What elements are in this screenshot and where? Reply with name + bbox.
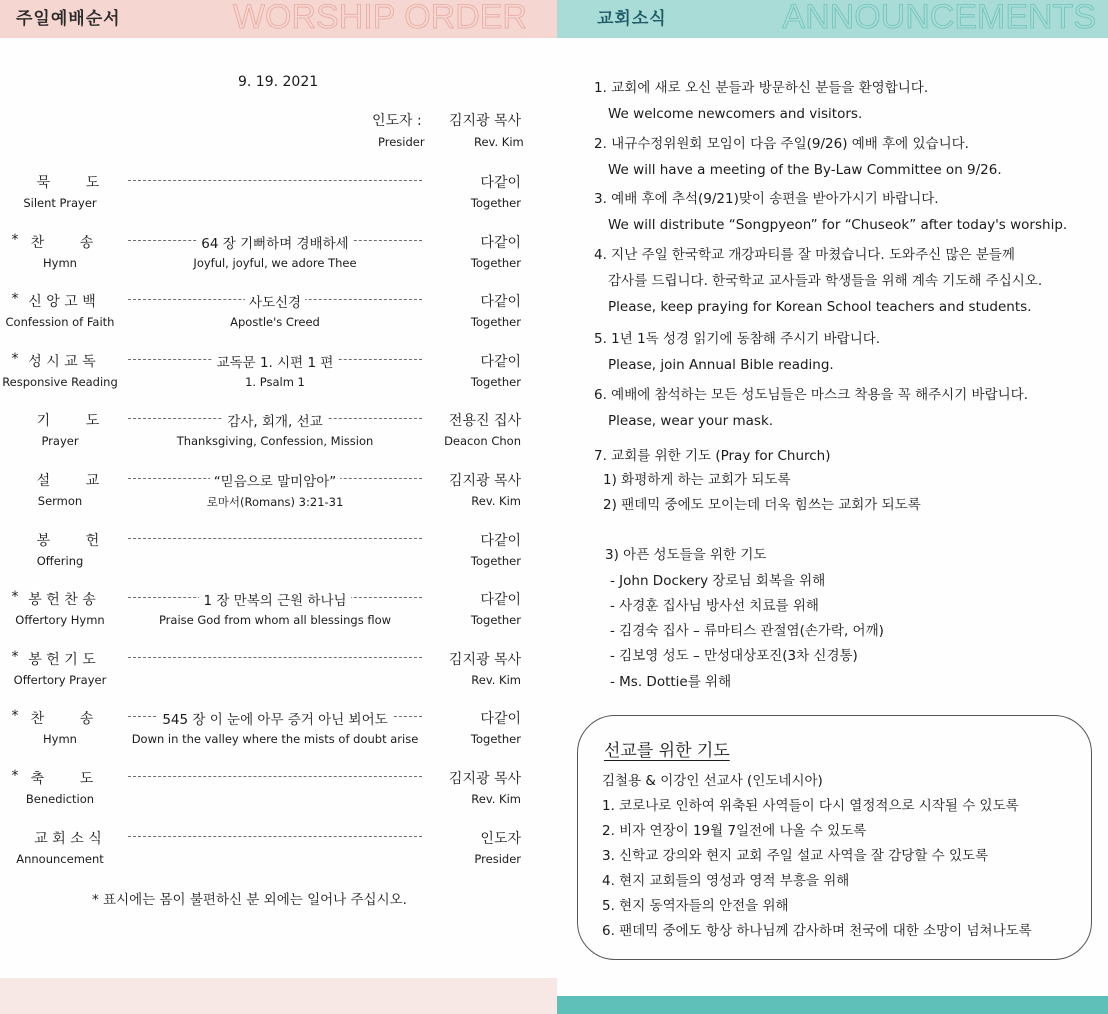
order-leader-ko: 다같이 (480, 711, 521, 727)
order-title-en: Offering (36, 554, 84, 568)
order-leader-ko: 다같이 (480, 533, 521, 549)
announcement-en: We welcome newcomers and visitors. (608, 106, 863, 122)
announcements-title-ko: 교회소식 (597, 9, 667, 29)
order-leader-ko: 다같이 (480, 294, 521, 310)
order-row (0, 291, 557, 341)
order-row (0, 708, 557, 758)
announcement-item (594, 242, 1042, 320)
worship-order-footer-band (0, 978, 557, 1014)
order-title-en: Prayer (41, 434, 79, 448)
order-leader-ko: 다같이 (480, 592, 521, 608)
order-leader-ko: 인도자 (480, 831, 521, 847)
order-leader-en: Together (470, 315, 521, 329)
announcement-item (594, 75, 928, 127)
sick-prayer-line: - 김경숙 집사 – 류마티스 관절염(손가락, 어깨) (610, 623, 884, 639)
announcement-item (594, 382, 1028, 434)
church-prayer-line: 1) 화평하게 하는 교회가 되도록 (603, 472, 791, 488)
order-content-ko: 사도신경 (245, 295, 305, 311)
order-leader-en: Rev. Kim (471, 494, 521, 508)
mission-prayer-line: 2. 비자 연장이 19월 7일전에 나올 수 있도록 (602, 823, 867, 839)
order-title-en: Offertory Prayer (13, 673, 107, 687)
order-title-en: Announcement (16, 852, 104, 866)
mission-prayer-box (577, 715, 1092, 960)
order-leader-ko: 전용진 집사 (448, 413, 521, 429)
stand-marker: * (11, 589, 19, 605)
order-leader-ko: 다같이 (480, 235, 521, 251)
stand-marker: * (11, 291, 19, 307)
order-title-en: Offertory Hymn (15, 613, 105, 627)
order-title-en: Responsive Reading (2, 375, 118, 389)
order-leader-en: Together (470, 196, 521, 210)
sick-prayer-title: 3) 아픈 성도들을 위한 기도 (605, 547, 767, 563)
worship-order-title-ko: 주일예배순서 (16, 9, 121, 29)
order-content-en: 1. Psalm 1 (245, 375, 305, 389)
presider-label-ko: 인도자 : (372, 113, 422, 129)
order-title-ko: 찬 송 (30, 235, 94, 251)
presider-name-en: Rev. Kim (474, 135, 524, 149)
order-content-ko: “믿음으로 말미암아” (210, 474, 341, 490)
order-title-ko: 봉 헌 기 도 (28, 652, 96, 668)
stand-marker: * (11, 232, 19, 248)
order-content-en: Thanksgiving, Confession, Mission (176, 434, 374, 448)
announcement-item (594, 131, 1002, 183)
announcement-ko: 2. 내규수정위원회 모임이 다음 주일(9/26) 예배 후에 있습니다. (594, 136, 969, 152)
order-title-ko: 성 시 교 독 (28, 354, 96, 370)
mission-prayer-subtitle: 김철용 & 이강인 선교사 (인도네시아) (602, 773, 823, 789)
stand-marker: * (11, 768, 19, 784)
order-content-en: Joyful, joyful, we adore Thee (193, 256, 357, 270)
announcements-footer-band (557, 996, 1108, 1014)
order-content-en: Praise God from whom all blessings flow (158, 613, 392, 627)
announcement-en: We will distribute “Songpyeon” for “Chuseok” after today's worship. (608, 217, 1068, 233)
order-content-ko: 감사, 회개, 선교 (223, 414, 326, 430)
order-title-ko: 봉 헌 (36, 533, 100, 549)
standing-note: * 표시에는 몸이 불편하신 분 외에는 일어나 주십시오. (92, 892, 407, 908)
order-title-en: Sermon (37, 494, 83, 508)
presider-label-en: Presider (378, 135, 425, 149)
announcements-title-en: ANNOUNCEMENTS (782, 0, 1096, 36)
order-leader-en: Together (470, 256, 521, 270)
order-content-en: Apostle's Creed (230, 315, 320, 329)
order-leader-ko: 다같이 (480, 354, 521, 370)
order-title-en: Confession of Faith (5, 315, 115, 329)
order-content-ko: 64 장 기뻐하며 경배하세 (197, 236, 352, 252)
announcement-ko: 4. 지난 주일 한국학교 개강파티를 잘 마쳤습니다. 도와주신 많은 분들께 (594, 247, 1015, 263)
announcement-ko: 1. 교회에 새로 오신 분들과 방문하신 분들을 환영합니다. (594, 80, 929, 96)
order-content-ko: 1 장 만복의 근원 하나님 (199, 593, 350, 609)
order-leader-en: Rev. Kim (471, 673, 521, 687)
church-prayer-line: 2) 팬데믹 중에도 모이는데 더욱 힘쓰는 교회가 되도록 (603, 497, 921, 513)
dashed-leader (128, 776, 422, 777)
order-leader-ko: 김지광 목사 (448, 771, 521, 787)
announcement-ko: 6. 예배에 참석하는 모든 성도님들은 마스크 착용을 꼭 해주시기 바랍니다. (594, 387, 1028, 403)
stand-marker: * (11, 708, 19, 724)
order-leader-en: Rev. Kim (471, 792, 521, 806)
sick-prayer-line: - John Dockery 장로님 회복을 위해 (610, 573, 826, 589)
announcements-header (557, 0, 1108, 38)
announcement-en: Please, join Annual Bible reading. (608, 357, 834, 373)
order-leader-en: Together (470, 732, 521, 746)
order-leader-en: Together (470, 613, 521, 627)
order-row (0, 172, 557, 222)
order-row (0, 470, 557, 520)
order-title-en: Hymn (43, 256, 77, 270)
order-leader-ko: 김지광 목사 (448, 652, 521, 668)
announcement-en: We will have a meeting of the By-Law Committee on 9/26. (608, 162, 1002, 178)
order-title-en: Silent Prayer (23, 196, 97, 210)
announcement-item (594, 326, 880, 378)
worship-order-title-en: WORSHIP ORDER (232, 0, 527, 36)
order-content-en: 로마서(Romans) 3:21-31 (206, 495, 344, 509)
sick-prayer-line: - Ms. Dottie를 위해 (610, 674, 732, 690)
order-leader-en: Deacon Chon (444, 434, 521, 448)
order-leader-ko: 김지광 목사 (448, 473, 521, 489)
announcement-ko-cont: 감사를 드립니다. 한국학교 교사들과 학생들을 위해 계속 기도해 주십시오. (608, 273, 1043, 289)
order-leader-en: Presider (474, 852, 521, 866)
order-title-en: Benediction (25, 792, 95, 806)
order-title-ko: 기 도 (36, 413, 100, 429)
order-title-ko: 설 교 (36, 473, 100, 489)
order-title-ko: 축 도 (30, 771, 94, 787)
order-row (0, 768, 557, 818)
order-title-ko: 묵 도 (36, 175, 100, 191)
order-row (0, 530, 557, 580)
dashed-leader (128, 657, 422, 658)
order-leader-en: Together (470, 375, 521, 389)
sick-prayer-line: - 사경훈 집사님 방사선 치료를 위해 (610, 598, 819, 614)
order-content-ko: 545 장 이 눈에 아무 증거 아닌 뵈어도 (158, 712, 391, 728)
order-title-en: Hymn (43, 732, 77, 746)
order-title-ko: 찬 송 (30, 711, 94, 727)
dashed-leader (128, 180, 422, 181)
dashed-leader (128, 836, 422, 837)
announcement-en: Please, wear your mask. (608, 413, 774, 429)
church-prayer-title: 7. 교회를 위한 기도 (Pray for Church) (594, 448, 831, 464)
order-title-ko: 봉 헌 찬 송 (28, 592, 96, 608)
order-leader-ko: 다같이 (480, 175, 521, 191)
order-title-ko: 교 회 소 식 (34, 831, 102, 847)
announcement-item (594, 186, 1067, 238)
mission-prayer-line: 1. 코로나로 인하여 위축된 사역들이 다시 열정적으로 시작될 수 있도록 (602, 798, 1019, 814)
announcement-en: Please, keep praying for Korean School teachers and students. (608, 299, 1032, 315)
stand-marker: * (11, 649, 19, 665)
order-row (0, 232, 557, 282)
mission-prayer-line: 6. 팬데믹 중에도 항상 하나님께 감사하며 천국에 대한 소망이 넘쳐나도록 (602, 923, 1032, 939)
announcement-ko: 5. 1년 1독 성경 읽기에 동참해 주시기 바랍니다. (594, 331, 881, 347)
dashed-leader (128, 538, 422, 539)
mission-prayer-title: 선교를 위한 기도 (604, 741, 730, 761)
order-leader-en: Together (470, 554, 521, 568)
order-row (0, 410, 557, 460)
worship-order-header (0, 0, 557, 38)
order-row (0, 828, 557, 878)
order-row (0, 589, 557, 639)
order-title-ko: 신 앙 고 백 (28, 294, 96, 310)
order-content-ko: 교독문 1. 시편 1 편 (213, 355, 338, 371)
service-date: 9. 19. 2021 (238, 74, 319, 90)
mission-prayer-line: 3. 신학교 강의와 현지 교회 주일 설교 사역을 잘 감당할 수 있도록 (602, 848, 989, 864)
announcement-ko: 3. 예배 후에 추석(9/21)맞이 송편을 받아가시기 바랍니다. (594, 191, 939, 207)
order-row (0, 649, 557, 699)
stand-marker: * (11, 351, 19, 367)
order-content-en: Down in the valley where the mists of doubt arise (131, 732, 419, 746)
presider-name-ko: 김지광 목사 (449, 113, 522, 129)
sick-prayer-line: - 김보영 성도 – 만성대상포진(3차 신경통) (610, 648, 858, 664)
order-row (0, 351, 557, 401)
mission-prayer-line: 5. 현지 동역자들의 안전을 위해 (602, 898, 789, 914)
mission-prayer-line: 4. 현지 교회들의 영성과 영적 부흥을 위해 (602, 873, 850, 889)
